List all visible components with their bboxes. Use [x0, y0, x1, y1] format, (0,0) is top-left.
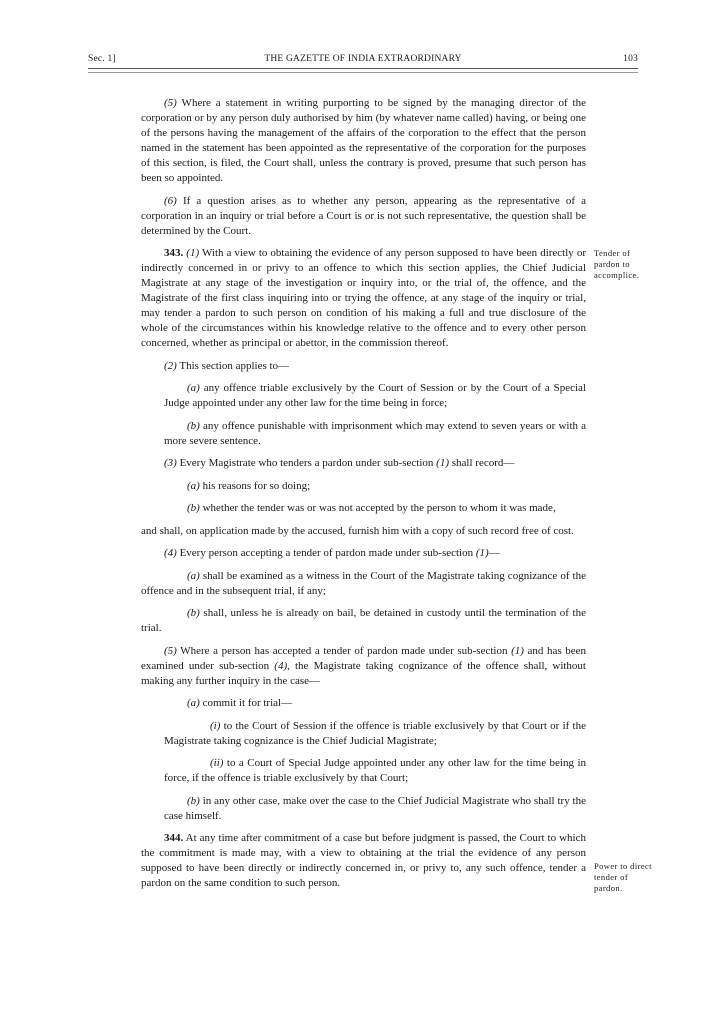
sub-section-3-tail: and shall, on application made by the accused, furnish him with a copy of such record free of cost.	[141, 524, 574, 537]
clause-number: (5)	[164, 97, 177, 109]
margin-note-343: Tender of pardon to accomplice.	[594, 248, 640, 280]
clause-5a-ii: (ii) to a Court of Special Judge appointed under any other law for the time being in force, if the offence is triable exclusively by that Court;	[164, 757, 586, 784]
clause-5a: (a) commit it for trial—	[187, 697, 293, 709]
clause-2b: (b) any offence punishable with imprisonment which may extend to seven years or with a more severe sentence.	[164, 419, 586, 447]
gazette-title: THE GAZETTE OF INDIA EXTRAORDINARY	[264, 54, 462, 64]
header-rule	[88, 68, 638, 73]
page-header	[88, 54, 638, 68]
clause-4b: (b) shall, unless he is already on bail, be detained in custody until the termination of the trial.	[141, 607, 586, 634]
section-label: Sec. 1]	[88, 54, 116, 64]
sub-section-4: (4) Every person accepting a tender of pardon made under sub-section (1)—	[164, 547, 500, 559]
clause-3b: (b) whether the tender was or was not accepted by the person to whom it was made,	[187, 502, 556, 514]
section-number: 343.	[164, 247, 184, 259]
clause-3a: (a) his reasons for so doing;	[187, 479, 311, 492]
paragraph-5: (5) Where a statement in writing purporting to be signed by the managing director of the corporation or by any person duly authorised by him (by whatever name called) having, or being one of the persons having the management of the affairs of the corporation to the effect that the person named in the statement has been appointed as the representative of the corporation for the purposes of this section, is filed, the Court shall, unless the contrary is proved, presume that such person has been so appointed.	[141, 97, 586, 184]
section-343: 343. (1) With a view to obtaining the evidence of any person supposed to have been directly or indirectly concerned in or privy to an offence to which this section applies, the Chief Judicial Magistrate at any stage of the investigation or inquiry into, or the trial of, the offence, and the Magistrate of the first class inquiring into or trying the offence, at any stage of the inquiry or trial, may tender a pardon to such person on condition of his making a full and true disclosure of the whole of the circumstances within his knowledge relative to the offence and to every other person concerned, whether as principal or abettor, in the commission thereof.	[141, 247, 586, 349]
clause-2a: (a) any offence triable exclusively by the Court of Session or by the Court of a Special Judge appointed under any other law for the time being in force;	[164, 382, 586, 409]
document-body	[141, 96, 586, 899]
sub-section-2: (2) This section applies to—	[164, 359, 290, 372]
margin-note-344: Power to direct tender of pardon.	[594, 861, 652, 893]
sub-section-3: (3) Every Magistrate who tenders a pardon under sub-section (1) shall record—	[164, 457, 515, 469]
clause-5b: (b) in any other case, make over the case to the Chief Judicial Magistrate who shall try the case himself.	[164, 794, 586, 822]
clause-4a: (a) shall be examined as a witness in the Court of the Magistrate taking cognizance of the offence and in the subsequent trial, if any;	[141, 569, 586, 597]
sub-section-5: (5) Where a person has accepted a tender of pardon made under sub-section (1) and has been examined under sub-section (4), the Magistrate taking cognizance of the offence shall, without making any further inquiry in the case—	[141, 644, 587, 687]
section-344: 344. At any time after commitment of a case but before judgment is passed, the Court to which the commitment is made may, with a view to obtaining at the trial the evidence of any person supposed to have been directly or indirectly concerned in, or privy to, any such offence, tender a pardon on the same condition to such person.	[141, 832, 586, 889]
clause-number: (6)	[164, 194, 177, 207]
paragraph-6: (6) If a question arises as to whether any person, appearing as the representative of a corporation in an inquiry or trial before a Court is or is not such representative, the question shall be determined by the Court.	[141, 194, 586, 237]
page-number: 103	[623, 54, 638, 64]
section-number: 344.	[164, 832, 184, 844]
clause-5a-i: (i) to the Court of Session if the offence is triable exclusively by that Court or if the Magistrate taking cognizance is the Chief Judicial Magistrate;	[164, 719, 586, 747]
